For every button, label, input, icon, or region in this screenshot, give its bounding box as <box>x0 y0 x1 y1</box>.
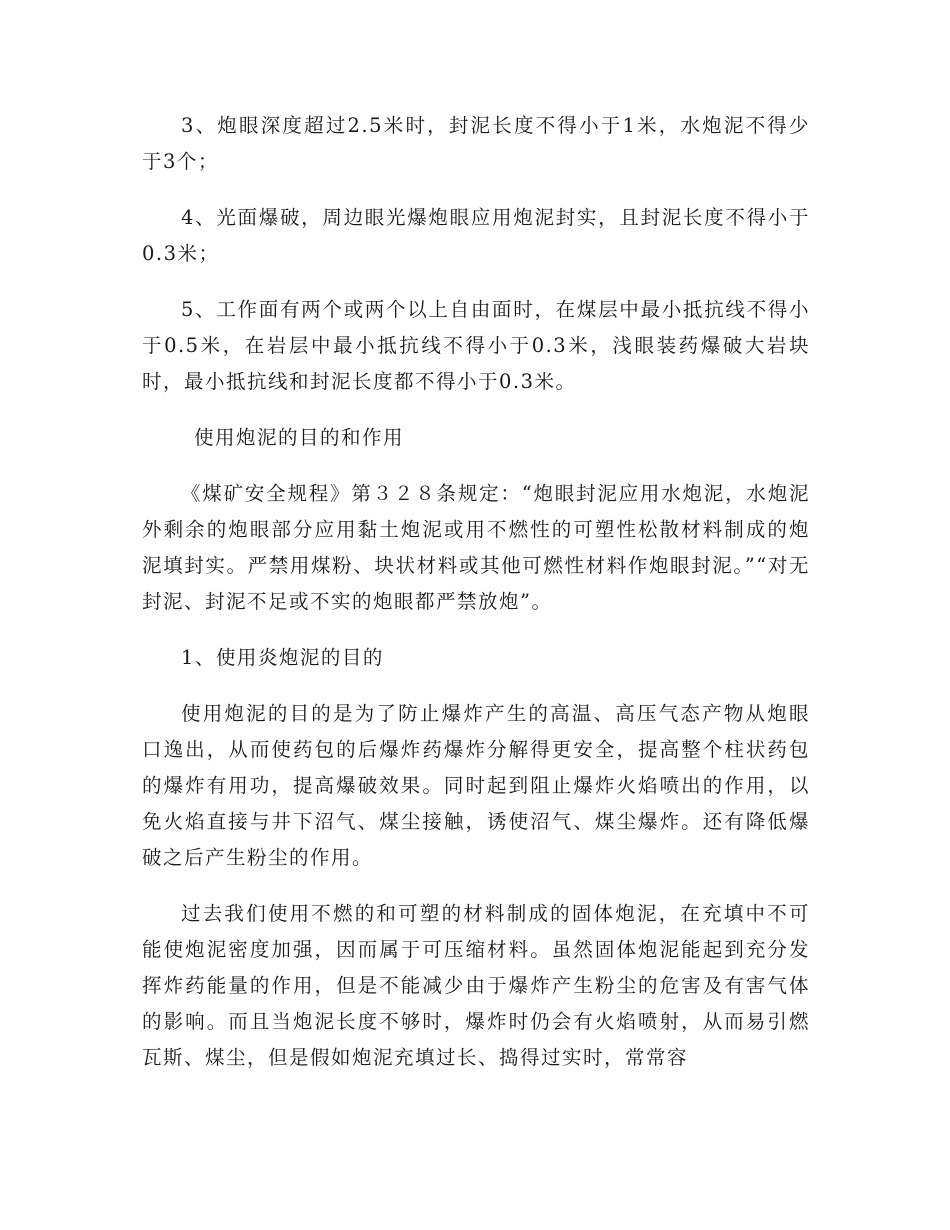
section-heading: 使用炮泥的目的和作用 <box>194 426 405 449</box>
paragraph-rule-3: 3、炮眼深度超过2.5米时，封泥长度不得小于1米，水炮泥不得少于3个； <box>142 114 810 173</box>
paragraph-history: 过去我们使用不燃的和可塑的材料制成的固体炮泥，在充填中不可能使炮泥密度加强，因而属于可压缩材料。虽然固体炮泥能起到充分发挥炸药能量的作用，但是不能减少由于爆炸产生粉尘的危害及有害气体的影响。而且当炮泥长度不够时，爆炸时仍会有火焰喷射，从而易引燃瓦斯、煤尘，但是假如炮泥充填过长、捣得过实时，常常容 <box>142 902 810 1069</box>
paragraph-rule-4: 4、光面爆破，周边眼光爆炮眼应用炮泥封实，且封泥长度不得小于0.3米； <box>142 206 810 265</box>
paragraph-rule-5: 5、工作面有两个或两个以上自由面时，在煤层中最小抵抗线不得小于0.5米，在岩层中最小抵抗线不得小于0.3米，浅眼装药爆破大岩块时，最小抵抗线和封泥长度都不得小于0.3米。 <box>142 298 810 393</box>
paragraph-purpose: 使用炮泥的目的是为了防止爆炸产生的高温、高压气态产物从炮眼口逸出，从而使药包的后爆炸药爆炸分解得更安全，提高整个柱状药包的爆炸有用功，提高爆破效果。同时起到阻止爆炸火焰喷出的作用，以免火焰直接与井下沼气、煤尘接触，诱使沼气、煤尘爆炸。还有降低爆破之后产生粉尘的作用。 <box>142 702 810 869</box>
document-body <box>142 108 810 1096</box>
subsection-heading: 1、使用炎炮泥的目的 <box>181 646 384 669</box>
paragraph-regulation-quote: 《煤矿安全规程》第３２８条规定：“炮眼封泥应用水炮泥，水炮泥外剩余的炮眼部分应用黏土炮泥或用不燃性的可塑性松散材料制成的炮泥填封实。严禁用煤粉、块状材料或其他可燃性材料作炮眼封泥。”“对无封泥、封泥不足或不实的炮眼都严禁放炮”。 <box>142 482 810 613</box>
